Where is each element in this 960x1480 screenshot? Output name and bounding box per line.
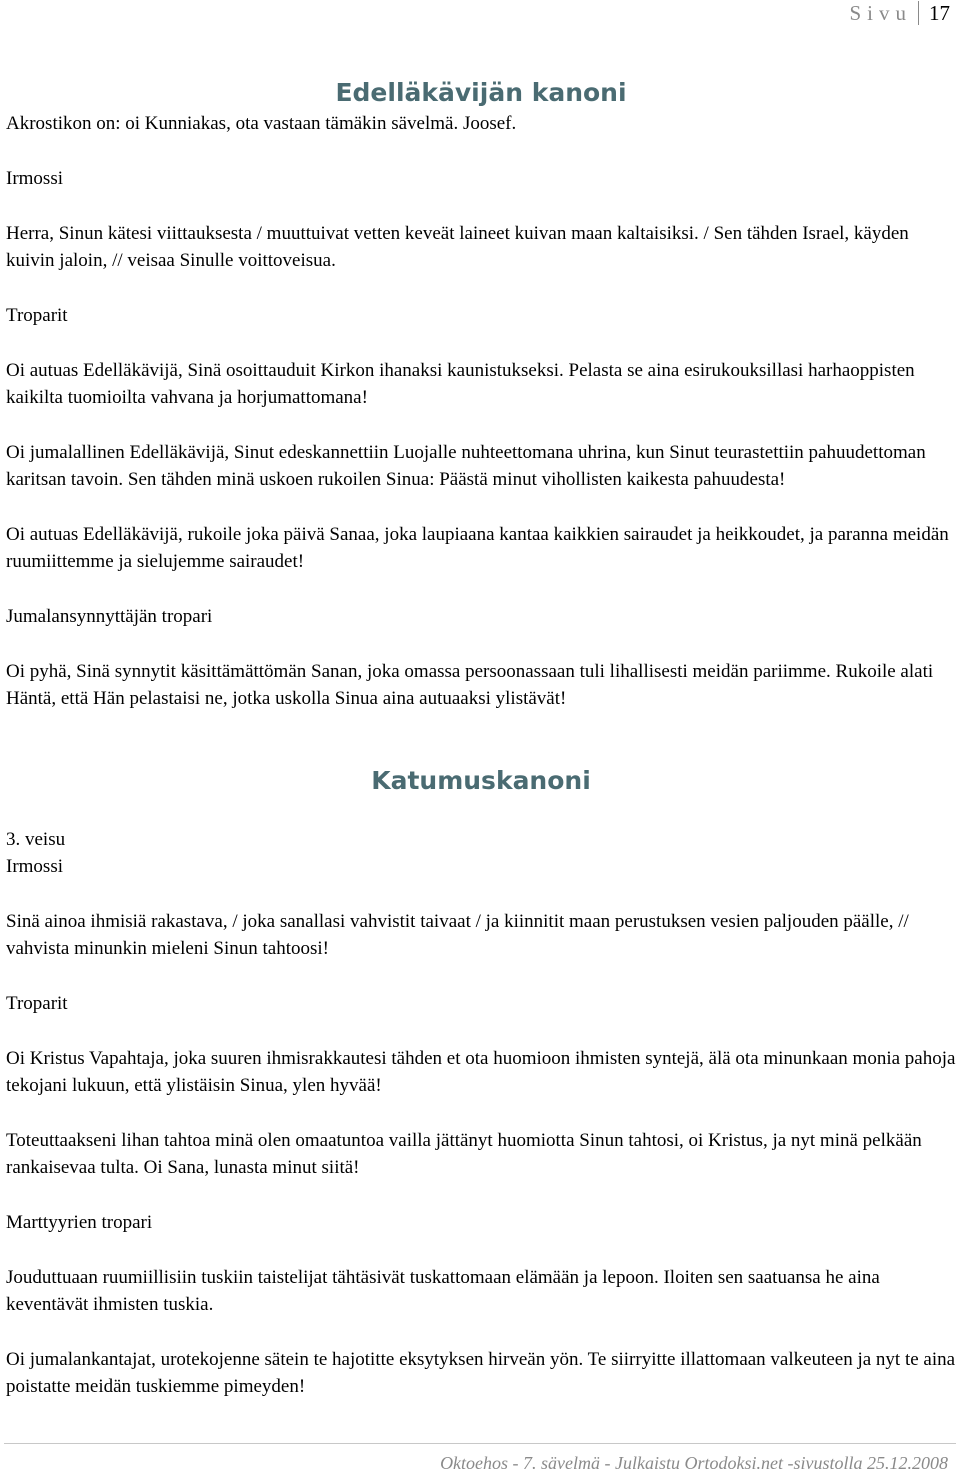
- troparion: Toteuttaakseni lihan tahtoa minä olen omaatuntoa vailla jättänyt huomiotta Sinun tahtosi, oi Kristus, ja nyt minä pelkään rankaisevaa tulta. Oi Sana, lunasta minut siitä!: [6, 1130, 922, 1178]
- acrostic-label: Akrostikon on:: [6, 113, 121, 134]
- irmossi-text: Herra, Sinun kätesi viittauksesta / muuttuivat vetten keveät laineet kuivan maan kaltaisiksi. / Sen tähden Israel, käyden kuivin jaloin, // veisaa Sinulle voittoveisua.: [6, 223, 909, 271]
- troparion: Oi autuas Edelläkävijä, Sinä osoittauduit Kirkon ihanaksi kaunistukseksi. Pelasta se aina esirukouksillasi harhaoppisten kaikilta tuomioilta vahvana ja horjumattomana!: [6, 360, 915, 408]
- acrostic-text: oi Kunniakas, ota vastaan tämäkin sävelmä. Joosef.: [120, 113, 517, 134]
- page-footer: [4, 1443, 956, 1480]
- irmossi-text: Sinä ainoa ihmisiä rakastava, / joka sanallasi vahvistit taivaat / ja kiinnitit maan perustuksen vesien paljouden päälle, // vahvista minunkin mieleni Sinun tahtoosi!: [6, 911, 909, 959]
- heading-martyrs: Marttyyrien tropari: [6, 1212, 153, 1233]
- footer-text: Oktoehos - 7. sävelmä - Julkaistu Ortodoksi.net -sivustolla 25.12.2008: [440, 1453, 948, 1473]
- heading-troparit: Troparit: [6, 305, 68, 326]
- heading-theotokion: Jumalansynnyttäjän tropari: [6, 606, 213, 627]
- document-body: [6, 76, 956, 1400]
- troparion: Oi jumalallinen Edelläkävijä, Sinut edeskannettiin Luojalle nuhteettomana uhrina, kun Sinut teurastettiin pahuudettoman karitsan tavoin. Sen tähden minä uskoen rukoilen Sinua: Päästä minut vihollisten kaikesta pahuudesta!: [6, 442, 926, 490]
- martyr-troparion: Oi jumalankantajat, urotekojenne sätein te hajotitte eksytyksen hirveän yön. Te siirryitte illattomaan valkeuteen ja nyt te aina poistatte meidän tuskiemme pimeyden!: [6, 1349, 956, 1397]
- heading-troparit: Troparit: [6, 993, 68, 1014]
- martyr-troparion: Jouduttuaan ruumiillisiin tuskiin taistelijat tähtäsivät tuskattomaan elämään ja lepoon. Iloiten sen saatuansa he aina keventävät ihmisten tuskia.: [6, 1267, 880, 1315]
- heading-irmossi: Irmossi: [6, 168, 63, 189]
- header-divider: [918, 1, 919, 25]
- heading-ode: 3. veisu: [6, 829, 66, 850]
- troparion: Oi Kristus Vapahtaja, joka suuren ihmisrakkautesi tähden et ota huomioon ihmisten syntejä, älä ota minunkaan monia pahoja tekojani lukuun, että ylistäisin Sinua, ylen hyvää!: [6, 1048, 956, 1096]
- section-title-repentance-canon: Katumuskanoni: [371, 766, 591, 795]
- heading-irmossi: Irmossi: [6, 856, 63, 877]
- page-number: 17: [929, 0, 950, 25]
- theotokion-text: Oi pyhä, Sinä synnytit käsittämättömän Sanan, joka omassa persoonassaan tuli lihallisesti meidän pariimme. Rukoile alati Häntä, että Hän pelastaisi ne, jotka uskolla Sinua aina autuaaksi ylistävät!: [6, 661, 934, 709]
- acrostic-line: [6, 110, 956, 137]
- page-header: [849, 0, 950, 26]
- troparion: Oi autuas Edelläkävijä, rukoile joka päivä Sanaa, joka laupiaana kantaa kaikkien sairaudet ja heikkoudet, ja paranna meidän ruumiittemme ja sielujemme sairaudet!: [6, 524, 949, 572]
- section-title-forerunner-canon: Edelläkävijän kanoni: [335, 78, 627, 107]
- page-label: Sivu: [849, 0, 912, 25]
